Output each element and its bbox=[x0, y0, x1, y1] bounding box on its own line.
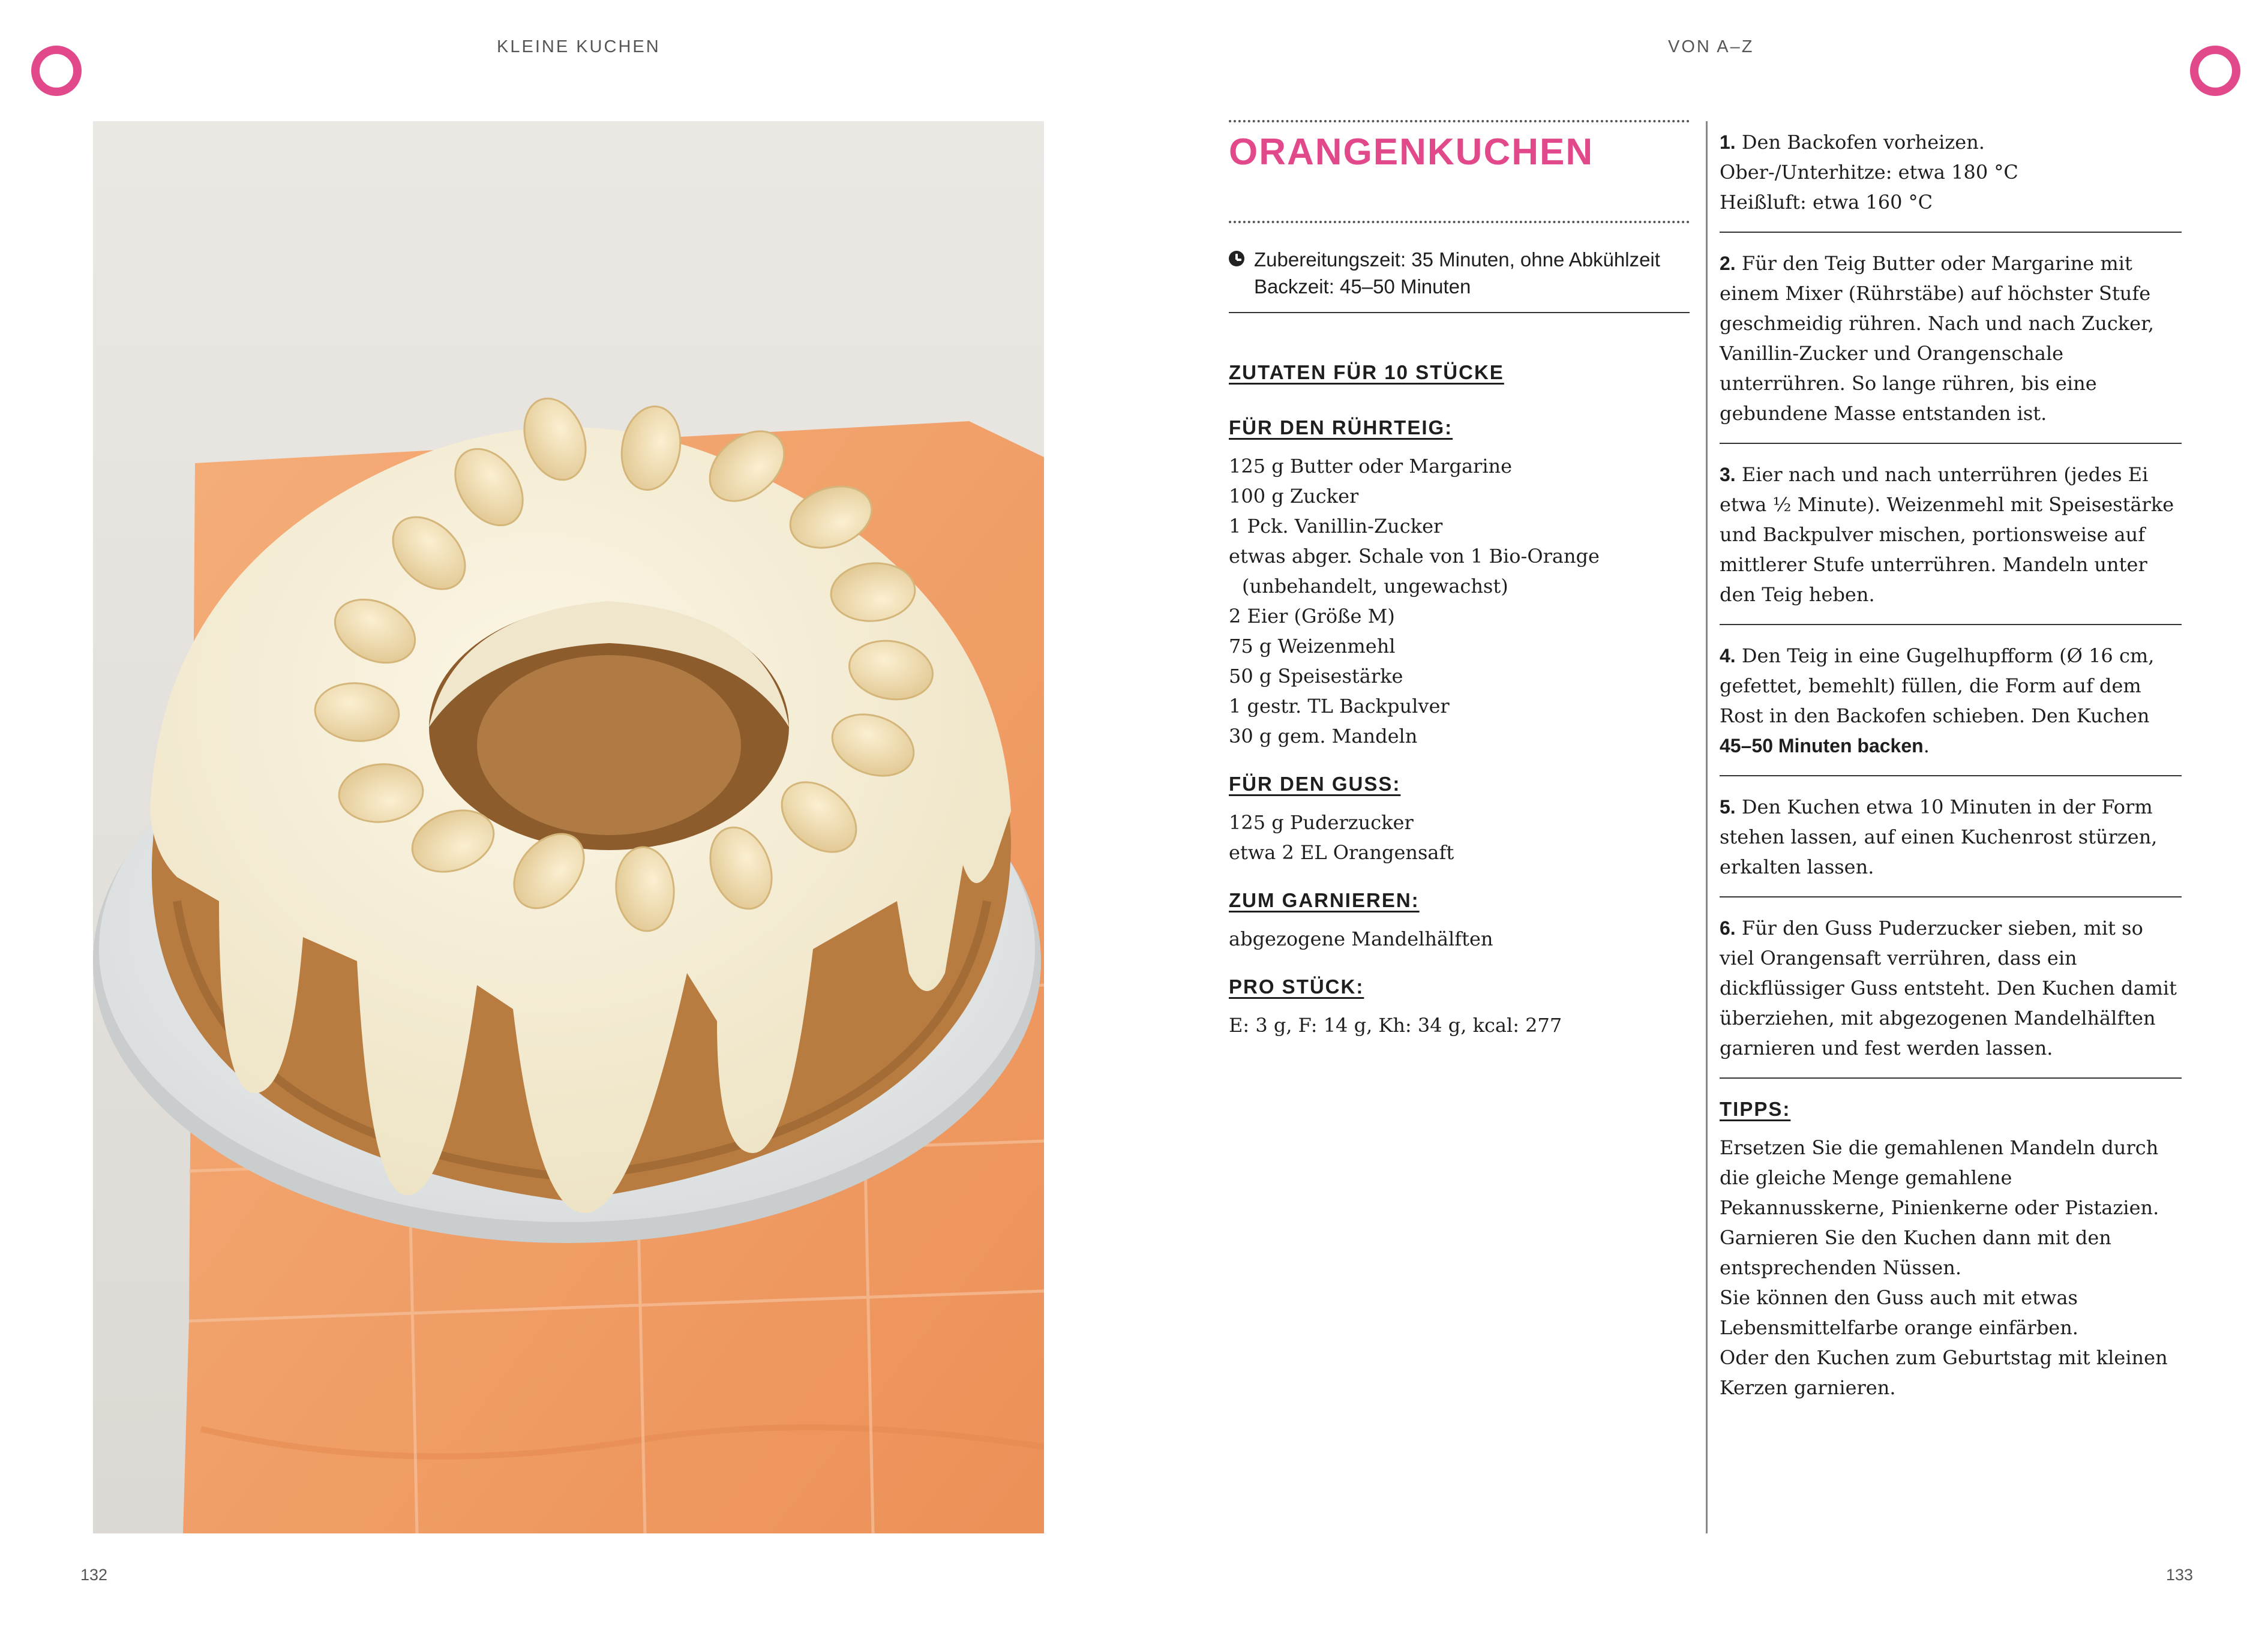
step-text: Den Kuchen etwa 10 Minuten in der Form stehen lassen, auf einen Kuchenrost stürzen, erkalten lassen. bbox=[1720, 796, 2158, 878]
left-running-head: KLEINE KUCHEN bbox=[497, 37, 661, 56]
step-text: Den Backofen vorheizen. bbox=[1741, 131, 1985, 154]
ingredient: 30 g gem. Mandeln bbox=[1229, 725, 1418, 748]
section-heading-pro-stueck: PRO STÜCK: bbox=[1229, 975, 1364, 998]
step-4 bbox=[1720, 641, 2182, 776]
left-page-number: 132 bbox=[80, 1566, 108, 1584]
bake-time: Backzeit: 45–50 Minuten bbox=[1254, 275, 1471, 298]
section-heading-garnieren: ZUM GARNIEREN: bbox=[1229, 889, 1420, 911]
steps-column bbox=[1720, 127, 2182, 1403]
right-page-number: 133 bbox=[2166, 1566, 2194, 1584]
step-text-line3: Heißluft: etwa 160 °C bbox=[1720, 191, 1933, 214]
step-3 bbox=[1720, 460, 2182, 625]
tip-paragraph: Ersetzen Sie die gemahlenen Mandeln durch die gleiche Menge gemahlene Pekannusskerne, Pinienkerne oder Pistazien. Garnieren Sie den Kuchen dann mit den entsprechenden Nüssen. bbox=[1720, 1136, 2159, 1279]
ingredient-list-ruehrteig bbox=[1229, 451, 1690, 751]
section-heading-ruehrteig: FÜR DEN RÜHRTEIG: bbox=[1229, 416, 1453, 439]
ingredients-column bbox=[1229, 358, 1690, 1040]
ingredient: 50 g Speisestärke bbox=[1229, 665, 1403, 688]
step-text: Eier nach und nach unterrühren (jedes Ei etwa ½ Minute). Weizenmehl mit Speisestärke und Backpulver mischen, portionsweise auf mittlerer Stufe unterrühren. Mandeln unter den Teig heben. bbox=[1720, 463, 2174, 606]
right-running-head: VON A–Z bbox=[1668, 37, 1754, 56]
step-1 bbox=[1720, 127, 2182, 233]
ingredient: 125 g Butter oder Margarine bbox=[1229, 455, 1513, 478]
ingredient: etwas abger. Schale von 1 Bio-Orange bbox=[1229, 545, 1600, 568]
ingredient: 1 gestr. TL Backpulver bbox=[1229, 695, 1450, 718]
step-text: Für den Teig Butter oder Margarine mit einem Mixer (Rührstäbe) auf höchster Stufe geschmeidig rühren. Nach und nach Zucker, Vanillin-Zucker und Orangenschale unterrühren. So lange rühren, bis eine gebundene Masse entstanden ist. bbox=[1720, 252, 2155, 425]
ingredient: etwa 2 EL Orangensaft bbox=[1229, 841, 1454, 864]
step-5 bbox=[1720, 792, 2182, 897]
ingredient: (unbehandelt, ungewachst) bbox=[1242, 575, 1508, 598]
nutrition-values: E: 3 g, F: 14 g, Kh: 34 g, kcal: 277 bbox=[1229, 1014, 1562, 1037]
step-text: Für den Guss Puderzucker sieben, mit so viel Orangensaft verrühren, dass ein dickflüssiger Guss entsteht. Den Kuchen damit überziehen, mit abgezogenen Mandelhälften garnieren und fest werden lassen. bbox=[1720, 917, 2177, 1059]
ingredient-list-garnieren bbox=[1229, 924, 1690, 954]
time-info bbox=[1229, 246, 1690, 300]
left-ring-icon bbox=[31, 46, 82, 96]
step-number: 1. bbox=[1720, 131, 1736, 153]
tips-text bbox=[1720, 1133, 2182, 1403]
step-6 bbox=[1720, 913, 2182, 1079]
tip-paragraph: Oder den Kuchen zum Geburtstag mit kleinen Kerzen garnieren. bbox=[1720, 1346, 2168, 1399]
recipe-title: ORANGENKUCHEN bbox=[1229, 131, 1594, 173]
tips-heading: TIPPS: bbox=[1720, 1098, 1791, 1120]
step-text-line2: Ober-/Unterhitze: etwa 180 °C bbox=[1720, 161, 2018, 184]
section-heading-guss: FÜR DEN GUSS: bbox=[1229, 773, 1401, 795]
clock-icon bbox=[1229, 251, 1244, 266]
step-text-end: . bbox=[1923, 734, 1930, 757]
cake-photo bbox=[93, 121, 1044, 1533]
prep-time: Zubereitungszeit: 35 Minuten, ohne Abkühlzeit bbox=[1254, 248, 1660, 271]
step-bold-text: 45–50 Minuten backen bbox=[1720, 735, 1924, 757]
ingredient: 100 g Zucker bbox=[1229, 485, 1359, 508]
nutrition-list bbox=[1229, 1010, 1690, 1040]
time-rule bbox=[1229, 312, 1690, 313]
step-2 bbox=[1720, 248, 2182, 444]
ingredient: abgezogene Mandelhälften bbox=[1229, 927, 1493, 950]
column-divider bbox=[1706, 121, 1708, 1533]
step-number: 5. bbox=[1720, 796, 1736, 818]
right-ring-icon bbox=[2190, 46, 2240, 96]
ingredient: 2 Eier (Größe M) bbox=[1229, 605, 1395, 628]
step-number: 2. bbox=[1720, 253, 1736, 274]
ingredient-list-guss bbox=[1229, 808, 1690, 867]
yield-heading: ZUTATEN FÜR 10 STÜCKE bbox=[1229, 361, 1504, 383]
title-rule-top bbox=[1229, 120, 1690, 122]
tip-paragraph: Sie können den Guss auch mit etwas Lebensmittelfarbe orange einfärben. bbox=[1720, 1286, 2078, 1339]
step-number: 4. bbox=[1720, 645, 1736, 667]
ingredient: 125 g Puderzucker bbox=[1229, 811, 1414, 834]
step-number: 6. bbox=[1720, 917, 1736, 939]
step-number: 3. bbox=[1720, 464, 1736, 485]
ingredient: 1 Pck. Vanillin-Zucker bbox=[1229, 515, 1443, 538]
step-text: Den Teig in eine Gugelhupfform (Ø 16 cm, gefettet, bemehlt) füllen, die Form auf dem Rost in den Backofen schieben. Den Kuchen bbox=[1720, 644, 2155, 727]
ingredient: 75 g Weizenmehl bbox=[1229, 635, 1396, 658]
bundt-cake-illustration bbox=[93, 121, 1044, 1533]
title-rule-bottom bbox=[1229, 221, 1690, 223]
